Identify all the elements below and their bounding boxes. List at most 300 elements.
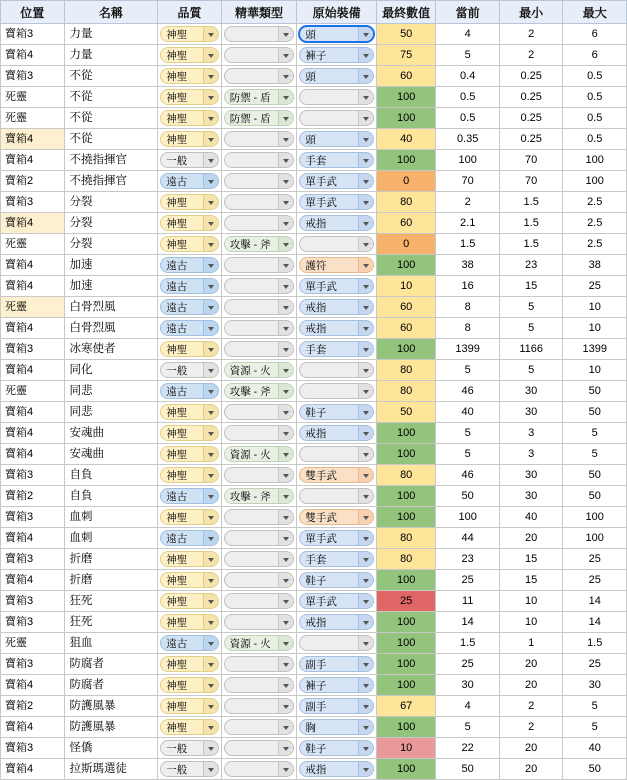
cell-original-equipment[interactable] (297, 591, 377, 612)
cell-position[interactable] (1, 234, 65, 255)
cell-min[interactable] (499, 633, 563, 654)
chevron-down-icon[interactable] (278, 615, 293, 629)
original-equipment-dropdown[interactable] (299, 530, 374, 546)
chevron-down-icon[interactable] (358, 342, 373, 356)
essence-dropdown[interactable] (224, 635, 295, 651)
cell-min[interactable] (499, 381, 563, 402)
cell-quality[interactable] (158, 108, 222, 129)
column-header-essence-type[interactable]: 精華類型 (221, 1, 297, 24)
cell-current[interactable] (436, 108, 500, 129)
cell-max[interactable] (563, 213, 627, 234)
chevron-down-icon[interactable] (203, 573, 218, 587)
chevron-down-icon[interactable] (358, 69, 373, 83)
cell-final-value[interactable] (376, 465, 435, 486)
cell-max[interactable] (563, 24, 627, 45)
cell-original-equipment[interactable] (297, 276, 377, 297)
cell-min[interactable] (499, 654, 563, 675)
essence-dropdown[interactable] (224, 509, 295, 525)
cell-position[interactable] (1, 486, 65, 507)
cell-current[interactable] (436, 507, 500, 528)
cell-name[interactable] (64, 129, 158, 150)
cell-name[interactable] (64, 87, 158, 108)
cell-quality[interactable] (158, 381, 222, 402)
chevron-down-icon[interactable] (358, 699, 373, 713)
essence-dropdown[interactable] (224, 152, 295, 168)
quality-dropdown[interactable] (160, 131, 219, 147)
chevron-down-icon[interactable] (278, 237, 293, 251)
chevron-down-icon[interactable] (278, 153, 293, 167)
original-equipment-dropdown[interactable] (299, 26, 374, 42)
cell-min[interactable] (499, 402, 563, 423)
quality-dropdown[interactable] (160, 698, 219, 714)
quality-dropdown[interactable] (160, 194, 219, 210)
cell-position[interactable] (1, 129, 65, 150)
cell-max[interactable] (563, 759, 627, 780)
cell-original-equipment[interactable] (297, 339, 377, 360)
cell-current[interactable] (436, 192, 500, 213)
cell-current[interactable] (436, 444, 500, 465)
chevron-down-icon[interactable] (278, 699, 293, 713)
chevron-down-icon[interactable] (278, 90, 293, 104)
cell-name[interactable] (64, 192, 158, 213)
cell-quality[interactable] (158, 318, 222, 339)
cell-original-equipment[interactable] (297, 570, 377, 591)
cell-position[interactable] (1, 696, 65, 717)
original-equipment-dropdown[interactable] (299, 257, 374, 273)
chevron-down-icon[interactable] (203, 174, 218, 188)
essence-dropdown[interactable] (224, 740, 295, 756)
essence-dropdown[interactable] (224, 551, 295, 567)
cell-position[interactable] (1, 360, 65, 381)
cell-original-equipment[interactable] (297, 612, 377, 633)
essence-dropdown[interactable] (224, 677, 295, 693)
cell-current[interactable] (436, 150, 500, 171)
essence-dropdown[interactable] (224, 404, 295, 420)
cell-final-value[interactable] (376, 276, 435, 297)
essence-dropdown[interactable] (224, 488, 295, 504)
essence-dropdown[interactable] (224, 614, 295, 630)
cell-essence-type[interactable] (221, 675, 297, 696)
chevron-down-icon[interactable] (358, 258, 373, 272)
original-equipment-dropdown[interactable] (299, 341, 374, 357)
cell-essence-type[interactable] (221, 381, 297, 402)
cell-original-equipment[interactable] (297, 633, 377, 654)
cell-max[interactable] (563, 612, 627, 633)
cell-original-equipment[interactable] (297, 549, 377, 570)
cell-quality[interactable] (158, 570, 222, 591)
cell-min[interactable] (499, 549, 563, 570)
chevron-down-icon[interactable] (278, 363, 293, 377)
cell-essence-type[interactable] (221, 360, 297, 381)
chevron-down-icon[interactable] (278, 426, 293, 440)
cell-name[interactable] (64, 738, 158, 759)
cell-position[interactable] (1, 759, 65, 780)
chevron-down-icon[interactable] (358, 762, 373, 776)
cell-essence-type[interactable] (221, 66, 297, 87)
chevron-down-icon[interactable] (358, 657, 373, 671)
chevron-down-icon[interactable] (203, 678, 218, 692)
cell-min[interactable] (499, 171, 563, 192)
cell-final-value[interactable] (376, 402, 435, 423)
column-header-current[interactable]: 當前 (436, 1, 500, 24)
cell-quality[interactable] (158, 171, 222, 192)
chevron-down-icon[interactable] (203, 90, 218, 104)
chevron-down-icon[interactable] (358, 153, 373, 167)
chevron-down-icon[interactable] (203, 69, 218, 83)
cell-name[interactable] (64, 276, 158, 297)
cell-original-equipment[interactable] (297, 171, 377, 192)
cell-original-equipment[interactable] (297, 759, 377, 780)
cell-min[interactable] (499, 696, 563, 717)
cell-essence-type[interactable] (221, 696, 297, 717)
cell-essence-type[interactable] (221, 423, 297, 444)
chevron-down-icon[interactable] (278, 216, 293, 230)
cell-final-value[interactable] (376, 297, 435, 318)
cell-max[interactable] (563, 45, 627, 66)
quality-dropdown[interactable] (160, 572, 219, 588)
chevron-down-icon[interactable] (358, 447, 373, 461)
cell-original-equipment[interactable] (297, 507, 377, 528)
chevron-down-icon[interactable] (203, 426, 218, 440)
cell-name[interactable] (64, 717, 158, 738)
essence-dropdown[interactable] (224, 89, 295, 105)
quality-dropdown[interactable] (160, 656, 219, 672)
cell-essence-type[interactable] (221, 171, 297, 192)
cell-final-value[interactable] (376, 171, 435, 192)
chevron-down-icon[interactable] (203, 363, 218, 377)
cell-max[interactable] (563, 234, 627, 255)
essence-dropdown[interactable] (224, 257, 295, 273)
original-equipment-dropdown[interactable] (299, 404, 374, 420)
cell-position[interactable] (1, 192, 65, 213)
chevron-down-icon[interactable] (278, 510, 293, 524)
chevron-down-icon[interactable] (278, 552, 293, 566)
cell-quality[interactable] (158, 150, 222, 171)
cell-min[interactable] (499, 675, 563, 696)
cell-name[interactable] (64, 696, 158, 717)
essence-dropdown[interactable] (224, 446, 295, 462)
cell-current[interactable] (436, 486, 500, 507)
cell-quality[interactable] (158, 696, 222, 717)
chevron-down-icon[interactable] (358, 552, 373, 566)
cell-final-value[interactable] (376, 234, 435, 255)
original-equipment-dropdown[interactable] (299, 698, 374, 714)
chevron-down-icon[interactable] (358, 300, 373, 314)
original-equipment-dropdown[interactable] (299, 488, 374, 504)
cell-final-value[interactable] (376, 129, 435, 150)
cell-final-value[interactable] (376, 150, 435, 171)
cell-min[interactable] (499, 465, 563, 486)
cell-min[interactable] (499, 66, 563, 87)
cell-min[interactable] (499, 423, 563, 444)
cell-position[interactable] (1, 276, 65, 297)
cell-quality[interactable] (158, 444, 222, 465)
essence-dropdown[interactable] (224, 110, 295, 126)
cell-original-equipment[interactable] (297, 738, 377, 759)
cell-name[interactable] (64, 612, 158, 633)
quality-dropdown[interactable] (160, 593, 219, 609)
cell-final-value[interactable] (376, 45, 435, 66)
cell-quality[interactable] (158, 549, 222, 570)
cell-name[interactable] (64, 654, 158, 675)
cell-name[interactable] (64, 24, 158, 45)
chevron-down-icon[interactable] (203, 531, 218, 545)
cell-original-equipment[interactable] (297, 402, 377, 423)
cell-quality[interactable] (158, 129, 222, 150)
cell-name[interactable] (64, 591, 158, 612)
cell-name[interactable] (64, 444, 158, 465)
quality-dropdown[interactable] (160, 236, 219, 252)
cell-current[interactable] (436, 465, 500, 486)
chevron-down-icon[interactable] (278, 48, 293, 62)
original-equipment-dropdown[interactable] (299, 614, 374, 630)
cell-name[interactable] (64, 549, 158, 570)
chevron-down-icon[interactable] (203, 720, 218, 734)
cell-min[interactable] (499, 339, 563, 360)
cell-final-value[interactable] (376, 717, 435, 738)
cell-min[interactable] (499, 759, 563, 780)
cell-position[interactable] (1, 45, 65, 66)
cell-original-equipment[interactable] (297, 255, 377, 276)
cell-position[interactable] (1, 213, 65, 234)
chevron-down-icon[interactable] (203, 216, 218, 230)
cell-name[interactable] (64, 108, 158, 129)
essence-dropdown[interactable] (224, 215, 295, 231)
chevron-down-icon[interactable] (358, 237, 373, 251)
cell-name[interactable] (64, 759, 158, 780)
column-header-original-equipment[interactable]: 原始裝備 (297, 1, 377, 24)
quality-dropdown[interactable] (160, 152, 219, 168)
cell-final-value[interactable] (376, 549, 435, 570)
chevron-down-icon[interactable] (203, 405, 218, 419)
chevron-down-icon[interactable] (278, 342, 293, 356)
cell-position[interactable] (1, 549, 65, 570)
cell-final-value[interactable] (376, 759, 435, 780)
cell-current[interactable] (436, 381, 500, 402)
cell-max[interactable] (563, 381, 627, 402)
cell-current[interactable] (436, 318, 500, 339)
cell-min[interactable] (499, 108, 563, 129)
cell-original-equipment[interactable] (297, 444, 377, 465)
quality-dropdown[interactable] (160, 299, 219, 315)
chevron-down-icon[interactable] (278, 531, 293, 545)
cell-name[interactable] (64, 234, 158, 255)
cell-max[interactable] (563, 339, 627, 360)
chevron-down-icon[interactable] (358, 510, 373, 524)
cell-essence-type[interactable] (221, 717, 297, 738)
cell-max[interactable] (563, 192, 627, 213)
chevron-down-icon[interactable] (358, 111, 373, 125)
essence-dropdown[interactable] (224, 719, 295, 735)
cell-final-value[interactable] (376, 528, 435, 549)
cell-essence-type[interactable] (221, 549, 297, 570)
cell-final-value[interactable] (376, 486, 435, 507)
cell-final-value[interactable] (376, 633, 435, 654)
essence-dropdown[interactable] (224, 278, 295, 294)
chevron-down-icon[interactable] (203, 489, 218, 503)
chevron-down-icon[interactable] (203, 468, 218, 482)
cell-final-value[interactable] (376, 87, 435, 108)
chevron-down-icon[interactable] (358, 573, 373, 587)
chevron-down-icon[interactable] (358, 216, 373, 230)
essence-dropdown[interactable] (224, 698, 295, 714)
quality-dropdown[interactable] (160, 446, 219, 462)
cell-quality[interactable] (158, 717, 222, 738)
cell-final-value[interactable] (376, 255, 435, 276)
cell-position[interactable] (1, 444, 65, 465)
cell-final-value[interactable] (376, 192, 435, 213)
cell-name[interactable] (64, 633, 158, 654)
cell-max[interactable] (563, 255, 627, 276)
quality-dropdown[interactable] (160, 173, 219, 189)
chevron-down-icon[interactable] (203, 237, 218, 251)
essence-dropdown[interactable] (224, 593, 295, 609)
chevron-down-icon[interactable] (278, 447, 293, 461)
cell-quality[interactable] (158, 423, 222, 444)
chevron-down-icon[interactable] (203, 195, 218, 209)
cell-essence-type[interactable] (221, 234, 297, 255)
chevron-down-icon[interactable] (278, 405, 293, 419)
cell-min[interactable] (499, 45, 563, 66)
cell-current[interactable] (436, 87, 500, 108)
quality-dropdown[interactable] (160, 341, 219, 357)
cell-current[interactable] (436, 549, 500, 570)
cell-current[interactable] (436, 423, 500, 444)
original-equipment-dropdown[interactable] (299, 593, 374, 609)
cell-max[interactable] (563, 150, 627, 171)
original-equipment-dropdown[interactable] (299, 467, 374, 483)
quality-dropdown[interactable] (160, 467, 219, 483)
chevron-down-icon[interactable] (278, 132, 293, 146)
quality-dropdown[interactable] (160, 551, 219, 567)
chevron-down-icon[interactable] (203, 447, 218, 461)
cell-max[interactable] (563, 444, 627, 465)
cell-name[interactable] (64, 570, 158, 591)
cell-max[interactable] (563, 129, 627, 150)
essence-dropdown[interactable] (224, 47, 295, 63)
quality-dropdown[interactable] (160, 635, 219, 651)
cell-current[interactable] (436, 297, 500, 318)
cell-current[interactable] (436, 213, 500, 234)
quality-dropdown[interactable] (160, 740, 219, 756)
original-equipment-dropdown[interactable] (299, 425, 374, 441)
cell-max[interactable] (563, 87, 627, 108)
quality-dropdown[interactable] (160, 215, 219, 231)
quality-dropdown[interactable] (160, 26, 219, 42)
cell-max[interactable] (563, 465, 627, 486)
cell-name[interactable] (64, 486, 158, 507)
cell-quality[interactable] (158, 255, 222, 276)
cell-final-value[interactable] (376, 66, 435, 87)
cell-min[interactable] (499, 591, 563, 612)
original-equipment-dropdown[interactable] (299, 110, 374, 126)
cell-quality[interactable] (158, 192, 222, 213)
cell-final-value[interactable] (376, 696, 435, 717)
cell-name[interactable] (64, 213, 158, 234)
cell-final-value[interactable] (376, 381, 435, 402)
column-header-name[interactable]: 名稱 (64, 1, 158, 24)
chevron-down-icon[interactable] (203, 552, 218, 566)
column-header-quality[interactable]: 品質 (158, 1, 222, 24)
cell-quality[interactable] (158, 759, 222, 780)
quality-dropdown[interactable] (160, 488, 219, 504)
quality-dropdown[interactable] (160, 719, 219, 735)
cell-min[interactable] (499, 150, 563, 171)
cell-position[interactable] (1, 255, 65, 276)
cell-position[interactable] (1, 339, 65, 360)
column-header-position[interactable]: 位置 (1, 1, 65, 24)
cell-essence-type[interactable] (221, 738, 297, 759)
cell-position[interactable] (1, 150, 65, 171)
essence-dropdown[interactable] (224, 467, 295, 483)
essence-dropdown[interactable] (224, 131, 295, 147)
quality-dropdown[interactable] (160, 509, 219, 525)
cell-final-value[interactable] (376, 591, 435, 612)
quality-dropdown[interactable] (160, 614, 219, 630)
cell-quality[interactable] (158, 213, 222, 234)
cell-original-equipment[interactable] (297, 297, 377, 318)
cell-essence-type[interactable] (221, 45, 297, 66)
quality-dropdown[interactable] (160, 110, 219, 126)
cell-max[interactable] (563, 738, 627, 759)
cell-original-equipment[interactable] (297, 24, 377, 45)
cell-essence-type[interactable] (221, 444, 297, 465)
essence-dropdown[interactable] (224, 26, 295, 42)
chevron-down-icon[interactable] (278, 594, 293, 608)
cell-current[interactable] (436, 339, 500, 360)
quality-dropdown[interactable] (160, 404, 219, 420)
cell-current[interactable] (436, 276, 500, 297)
cell-min[interactable] (499, 570, 563, 591)
cell-quality[interactable] (158, 66, 222, 87)
cell-min[interactable] (499, 255, 563, 276)
cell-max[interactable] (563, 66, 627, 87)
cell-current[interactable] (436, 528, 500, 549)
original-equipment-dropdown[interactable] (299, 362, 374, 378)
cell-essence-type[interactable] (221, 87, 297, 108)
quality-dropdown[interactable] (160, 761, 219, 777)
original-equipment-dropdown[interactable] (299, 320, 374, 336)
cell-original-equipment[interactable] (297, 696, 377, 717)
cell-essence-type[interactable] (221, 507, 297, 528)
cell-name[interactable] (64, 171, 158, 192)
cell-min[interactable] (499, 87, 563, 108)
quality-dropdown[interactable] (160, 278, 219, 294)
cell-max[interactable] (563, 717, 627, 738)
chevron-down-icon[interactable] (358, 363, 373, 377)
cell-quality[interactable] (158, 87, 222, 108)
original-equipment-dropdown[interactable] (299, 194, 374, 210)
cell-current[interactable] (436, 570, 500, 591)
cell-name[interactable] (64, 675, 158, 696)
essence-dropdown[interactable] (224, 383, 295, 399)
cell-original-equipment[interactable] (297, 528, 377, 549)
cell-min[interactable] (499, 612, 563, 633)
quality-dropdown[interactable] (160, 68, 219, 84)
cell-final-value[interactable] (376, 339, 435, 360)
cell-original-equipment[interactable] (297, 717, 377, 738)
cell-final-value[interactable] (376, 108, 435, 129)
cell-name[interactable] (64, 297, 158, 318)
cell-essence-type[interactable] (221, 654, 297, 675)
cell-final-value[interactable] (376, 675, 435, 696)
cell-position[interactable] (1, 738, 65, 759)
original-equipment-dropdown[interactable] (299, 299, 374, 315)
cell-min[interactable] (499, 24, 563, 45)
chevron-down-icon[interactable] (358, 678, 373, 692)
chevron-down-icon[interactable] (278, 720, 293, 734)
cell-max[interactable] (563, 360, 627, 381)
